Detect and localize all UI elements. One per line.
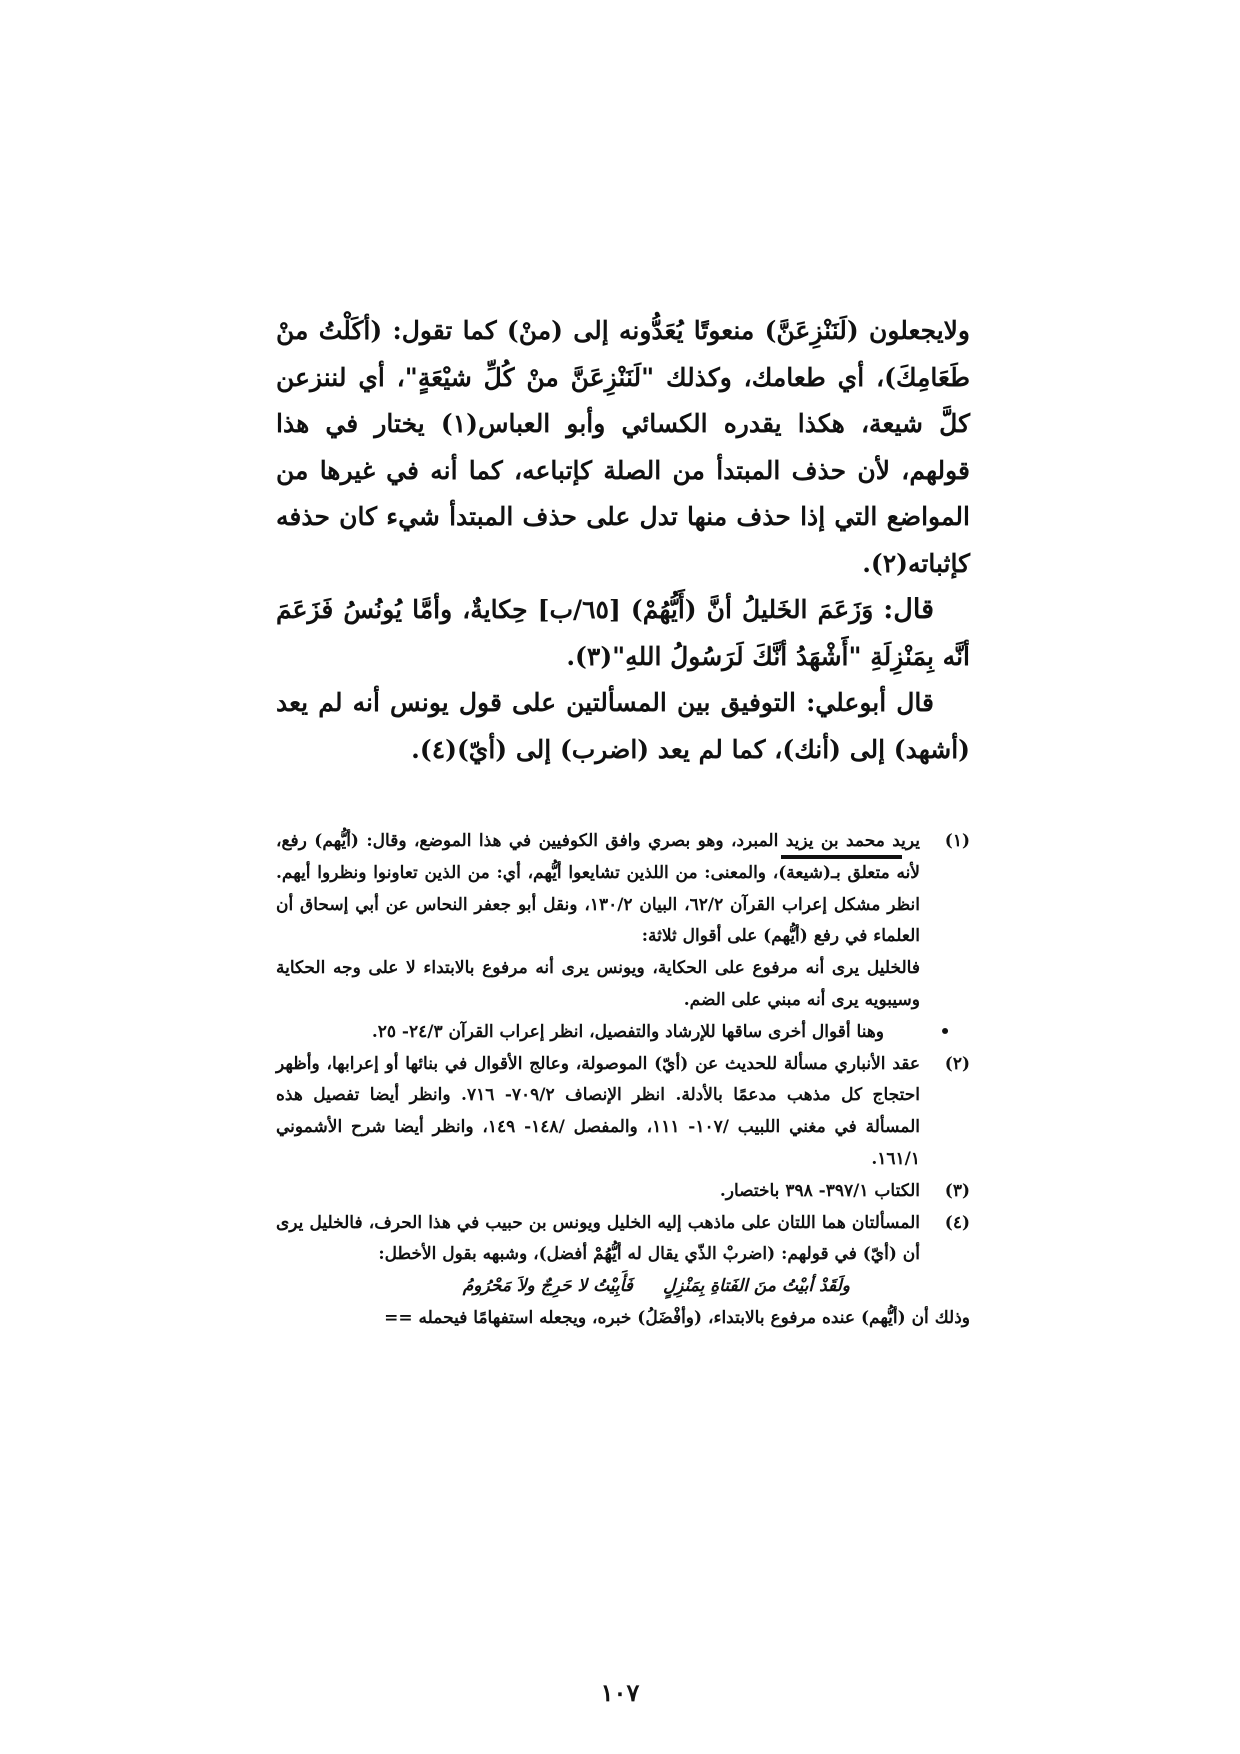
- page-number: ١٠٧: [600, 1678, 640, 1707]
- footnote-text: يريد محمد بن يزيد المبرد، وهو بصري وافق الكوفيين في هذا الموضع، وقال: (أيُّهم) رفع، لأنه متعلق بـ(شيعة)، والمعنى: من اللذين تشايعوا أيُّهم، أي: من الذين تعاونوا ونظروا أيهم. انظر مشكل إعراب القرآن ٦٢/٢، البيان ١٣٠/٢، ونقل أبو جعفر النحاس عن أبي إسحاق أن العلماء في رفع (أيُّهم) على أقوال ثلاثة:: [276, 831, 920, 947]
- footnote-1-sub: [276, 1017, 970, 1049]
- bullet-icon: •: [939, 1021, 951, 1042]
- footnote-text: وهنا أقوال أخرى ساقها للإرشاد والتفصيل، انظر إعراب القرآن ٢٤/٣- ٢٥.: [371, 1021, 884, 1042]
- footnote-text: الكتاب ٣٩٧/١- ٣٩٨ باختصار.: [719, 1180, 920, 1201]
- footnote-number: (١): [944, 831, 970, 851]
- footnote-2: [276, 1049, 970, 1176]
- footnote-text: المسألتان هما اللتان على ماذهب إليه الخليل ويونس بن حبيب في هذا الحرف، فالخليل يرى أن (أيّ) في قولهم: (اضربْ الذّي يقال له أيُّهُمْ أفضل)، وشبهه بقول الأخطل:: [276, 1212, 920, 1265]
- poetry-verse: [276, 1271, 920, 1303]
- paragraph-1: ولايجعلون (لَنَنْزِعَنَّ) منعوتًا يُعَدُّونه إلى (منْ) كما تقول: (أكَلْتُ منْ طَعَامِكَ)، أي طعامك، وكذلك "لَنَنْزِعَنَّ منْ كُلِّ شيْعَةٍ"، أي لننزعن كلَّ شيعة، هكذا يقدره الكسائي وأبو العباس(١) يختار في هذا قولهم، لأن حذف المبتدأ من الصلة كإتباعه، كما أنه في غيرها من المواضع التي إذا حذف منها تدل على حذف المبتدأ شيء كان حذفه كإثباته(٢).: [276, 316, 970, 578]
- paragraph-2: [276, 587, 970, 680]
- footnote-number: (٣): [944, 1180, 970, 1201]
- footnotes: [276, 826, 970, 1335]
- footnote-number: (٢): [944, 1053, 970, 1074]
- verse-first-hemistich: ولَقَدْ أبيْتُ منَ الفَتاةِ بِمَنْزِلٍ: [662, 1276, 850, 1297]
- footnote-body: [276, 1208, 920, 1303]
- qala-label: قال:: [883, 594, 934, 625]
- main-text: [276, 308, 970, 773]
- paragraph-2-text: وَزَعَمَ الخَليلُ أنَّ (أَيُّهُمْ) [٦٥/ب] حِكايةٌ، وأمَّا يُونُسُ فَزَعَمَ أنَّه بِمَنْزِلَةِ "أَشْهَدُ أنَّكَ لَرَسُولُ اللهِ"(٣).: [276, 595, 970, 671]
- footnote-4: [276, 1208, 970, 1303]
- footnote-text: عقد الأنباري مسألة للحديث عن (أيّ) الموصولة، وعالج الأقوال في بنائها أو إعرابها، وأظهر احتجاج كل مذهب مدعمًا بالأدلة. انظر الإنصاف ٧٠٩/٢- ٧١٦. وانظر أيضا تفصيل هذه المسألة في مغني اللبيب /١٠٧- ١١١، والمفصل /١٤٨- ١٤٩، وانظر أيضا شرح الأشموني ١٦١/١.: [276, 1053, 920, 1169]
- footnote-body: [276, 826, 920, 1017]
- footnote-1: [276, 826, 970, 1017]
- footnote-3: [276, 1176, 970, 1208]
- footnote-4-continuation: [276, 1303, 970, 1335]
- verse-second-hemistich: فَأَبِيْتُ لا حَرِجٌ ولاَ مَحْرُومُ: [462, 1276, 633, 1297]
- paragraph-3: قال أبوعلي: التوفيق بين المسألتين على قول يونس أنه لم يعد (أشهد) إلى (أنك)، كما لم يعد (اضرب) إلى (أيّ)(٤).: [276, 688, 970, 764]
- footnote-text: وذلك أن (أيُّهم) عنده مرفوع بالابتداء، (وأفْضَلُ) خبره، ويجعله استفهامًا فيحمله ==: [384, 1307, 970, 1328]
- footnote-text: فالخليل يرى أنه مرفوع على الحكاية، ويونس يرى أنه مرفوع بالابتداء لا على وجه الحكاية وسيبويه يرى أنه مبني على الضم.: [276, 958, 920, 1010]
- footnote-number: (٤): [944, 1212, 970, 1233]
